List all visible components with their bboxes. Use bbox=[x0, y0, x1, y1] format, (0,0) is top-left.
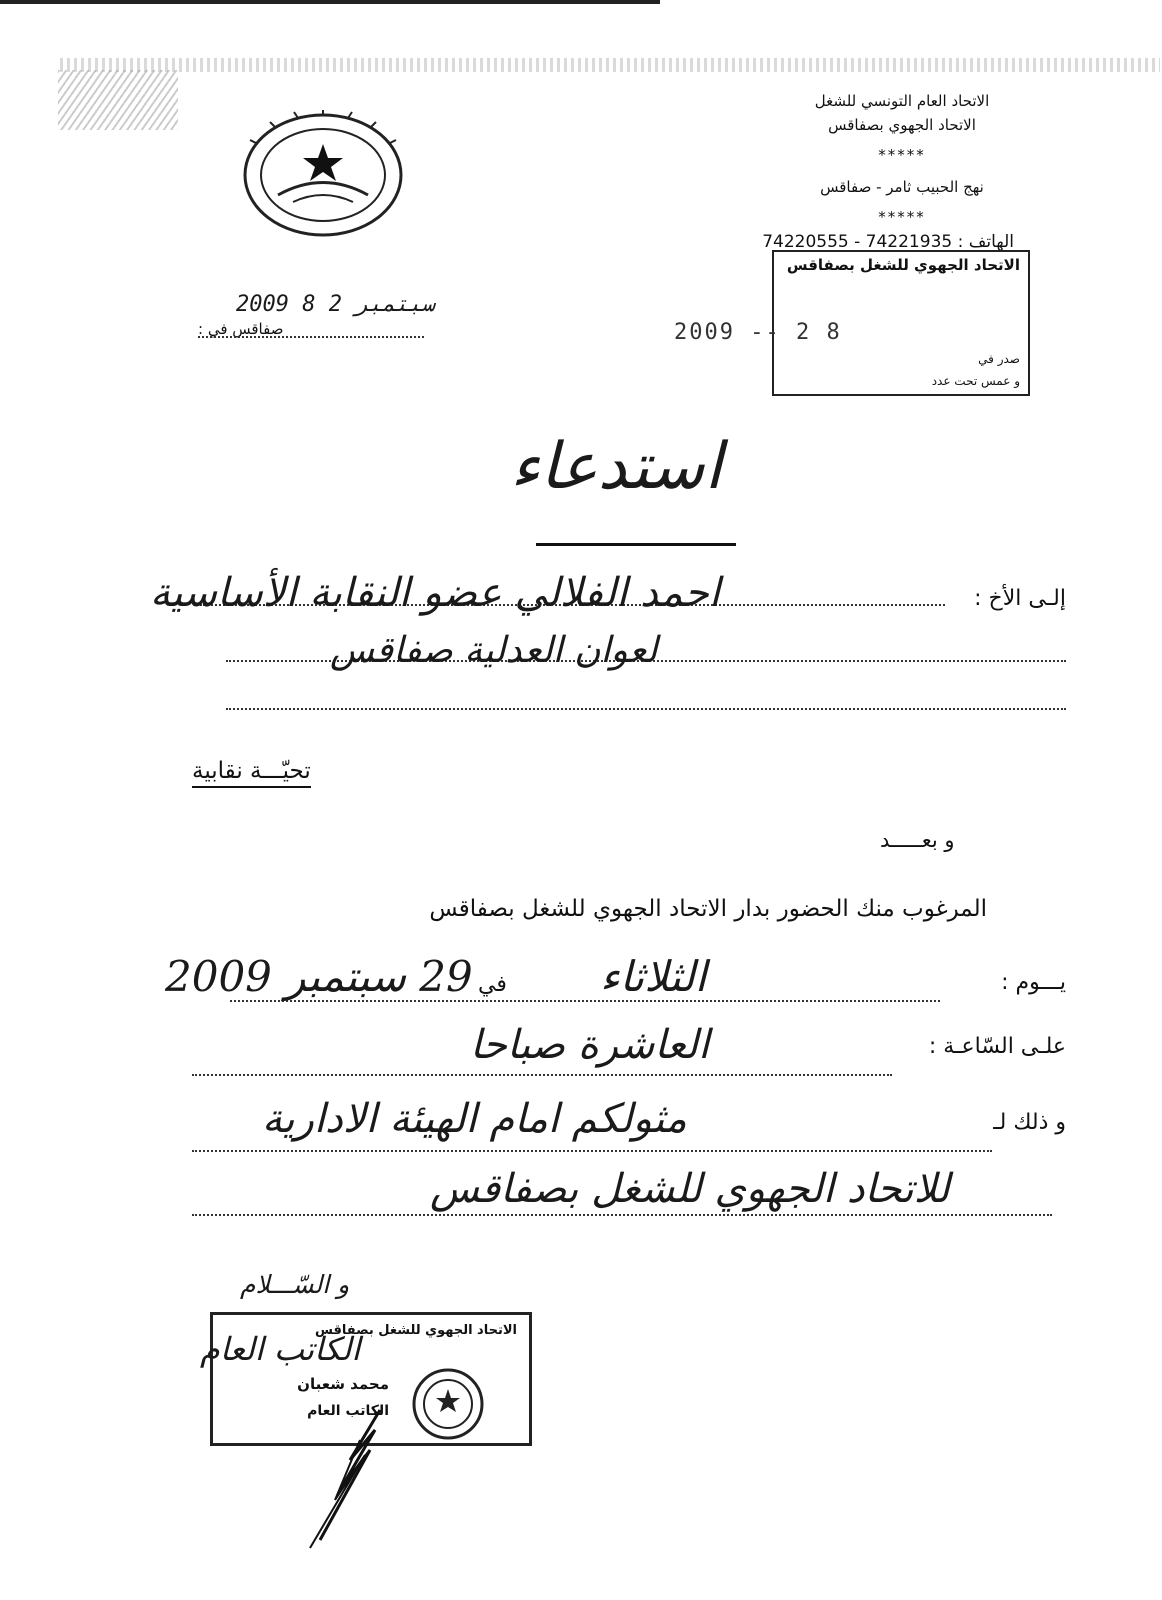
greeting: تحيّـــة نقابية bbox=[192, 758, 311, 788]
ugtt-emblem-icon bbox=[238, 110, 408, 240]
recipient-handwriting: لعوان العدلية صفاقس bbox=[330, 630, 658, 671]
org-branch: الاتحاد الجهوي بصفاقس bbox=[828, 116, 976, 134]
signer-title: الكاتب العام bbox=[200, 1330, 361, 1368]
reason-handwriting: للاتحاد الجهوي للشغل بصفاقس bbox=[430, 1166, 950, 1212]
date-label: صفاقس في : bbox=[198, 320, 284, 338]
incoming-stamp bbox=[674, 250, 1030, 396]
time-handwriting: العاشرة صباحا bbox=[470, 1022, 710, 1068]
org-name: الاتحاد العام التونسي للشغل bbox=[814, 92, 990, 110]
signature-stamp-name: محمد شعبان bbox=[297, 1375, 389, 1393]
separator-stars: ***** bbox=[878, 208, 926, 226]
signature-stamp-org: الاتحاد الجهوي للشغل بصفاقس bbox=[314, 1323, 517, 1338]
title-underline bbox=[536, 543, 736, 546]
separator-stars: ***** bbox=[878, 146, 926, 164]
incoming-stamp-title: الاتحاد الجهوي للشغل بصفاقس bbox=[786, 256, 1020, 274]
time-dotted-line bbox=[192, 1074, 892, 1076]
time-label: علـى السّاعـة : bbox=[928, 1034, 1066, 1059]
stamped-date: 2009 سبتمبر 2 8 bbox=[236, 292, 435, 317]
reason-handwriting: مثولكم امام الهيئة الادارية bbox=[262, 1096, 687, 1142]
reason-dotted-line bbox=[192, 1214, 1052, 1216]
incoming-stamp-line: و عمس تحت عدد bbox=[931, 374, 1020, 388]
closing: و السّـــلام bbox=[240, 1270, 350, 1299]
recipient-dotted-line bbox=[226, 708, 1066, 710]
day-label: يـــوم : bbox=[1001, 970, 1066, 995]
body-text: المرغوب منك الحضور بدار الاتحاد الجهوي للشغل بصفاقس bbox=[429, 896, 987, 922]
signature-mark bbox=[280, 1400, 410, 1550]
date-dotted-line bbox=[198, 336, 424, 338]
org-address: نهج الحبيب ثامر - صفاقس bbox=[820, 178, 984, 196]
day-handwriting: الثلاثاء bbox=[600, 952, 707, 1001]
in-label: في bbox=[478, 972, 507, 997]
signature-stamp-role: الكاتب العام bbox=[307, 1403, 389, 1419]
top-rule bbox=[0, 0, 660, 4]
org-phone: الهاتف : 74221935 - 74220555 bbox=[762, 232, 1014, 252]
scan-noise-corner bbox=[58, 70, 178, 130]
seal-icon bbox=[411, 1367, 485, 1441]
recipient-handwriting: احمد الفلالي عضو النقابة الأساسية bbox=[150, 570, 720, 616]
salutation: و بعـــــد bbox=[880, 828, 955, 852]
date-handwriting: 29 سبتمبر 2009 bbox=[165, 952, 473, 1001]
recipient-label: إلـى الأخ : bbox=[974, 586, 1066, 611]
reason-dotted-line bbox=[192, 1150, 992, 1152]
scan-noise-band bbox=[60, 58, 1160, 72]
incoming-stamp-line: صدر في bbox=[978, 352, 1020, 366]
reason-label: و ذلك لـ bbox=[993, 1110, 1066, 1135]
document-title: استدعاء bbox=[510, 430, 723, 504]
incoming-stamp-date: 2009 -- 2 8 bbox=[674, 320, 842, 345]
